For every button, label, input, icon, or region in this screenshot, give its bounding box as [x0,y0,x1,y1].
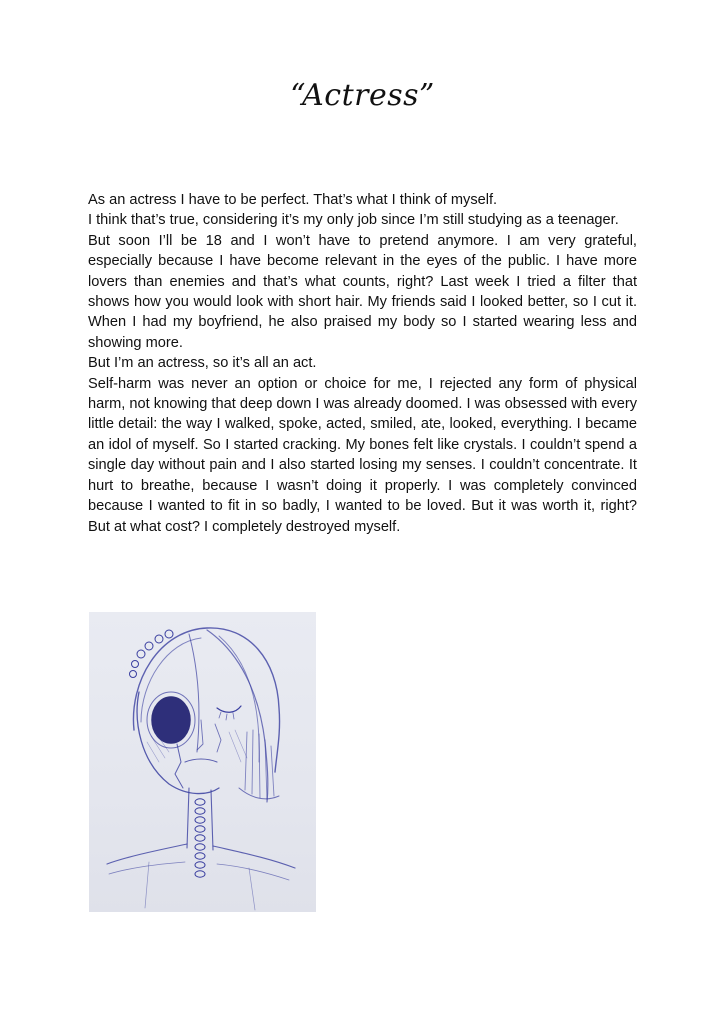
paragraph-4: But I’m an actress, so it’s all an act. [88,355,317,372]
paragraph-2: I think that’s true, considering it’s my only job since I’m still studying as a teenager. [88,212,619,229]
sketch-illustration [89,612,316,912]
document-title: “Actress” [290,78,435,113]
document-body [88,190,637,537]
paragraph-1: As an actress I have to be perfect. That’s what I think of myself. [88,192,498,208]
paragraph-5: Self-harm was never an option or choice for me, I rejected any form of physical harm, not knowing that deep down I was already doomed. I was obsessed with every little detail: the way I walked, spoke, acted, smiled, ate, looked, everything. I became an idol of myself. So I started cracking. My bones felt like crystals. I couldn’t spend a single day without pain and I also started losing my senses. I couldn’t concentrate. It hurt to breathe, because I wasn’t doing it properly. I was completely convinced because I wanted to fit in so badly, I wanted to be loved. But it was worth it, right? But at what cost? I completely destroyed myself. [88,375,637,535]
pen-sketch-drawing [89,612,316,912]
paragraph-3: But soon I’ll be 18 and I won’t have to pretend anymore. I am very grateful, especially because I have become relevant in the eyes of the public. I have more lovers than enemies and that’s what counts, right? Last week I tried a filter that shows how you would look with short hair. My friends said I looked better, so I cut it. When I had my boyfriend, he also praised my body so I started wearing less and showing more. [88,232,637,351]
